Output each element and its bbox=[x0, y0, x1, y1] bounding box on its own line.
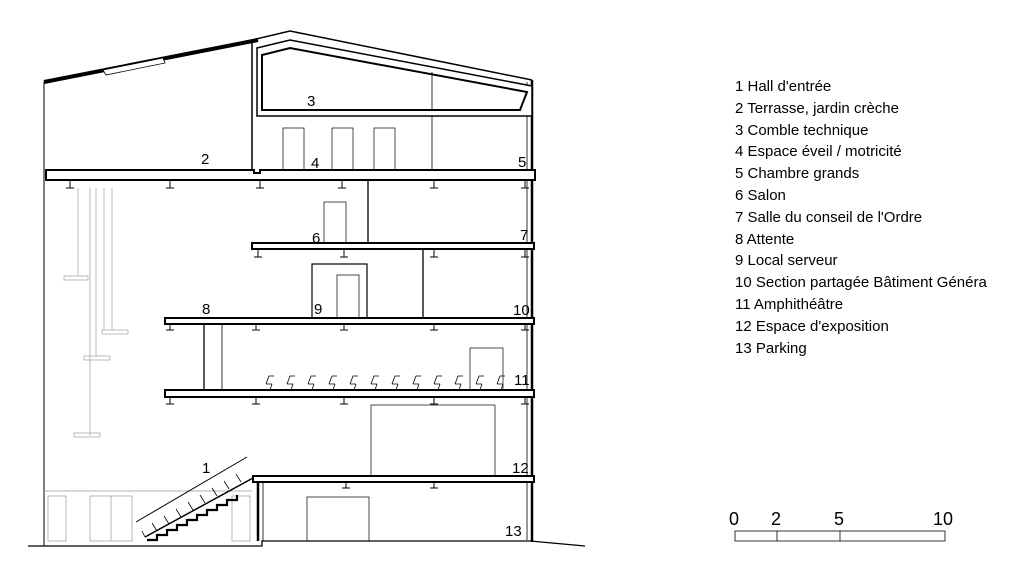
scale-tick-label: 0 bbox=[729, 509, 740, 529]
legend-item: 3 Comble technique bbox=[735, 121, 869, 139]
slab-level-3 bbox=[252, 243, 534, 249]
room-label: 9 bbox=[314, 301, 323, 318]
ground-line bbox=[28, 541, 585, 546]
atrium-pendant-lights bbox=[64, 188, 128, 437]
room-label: 11 bbox=[514, 372, 530, 389]
scale-tick-label: 2 bbox=[771, 509, 782, 529]
ground-floor-glazing bbox=[44, 491, 252, 541]
legend-item: 4 Espace éveil / motricité bbox=[735, 143, 902, 161]
room-label: 8 bbox=[202, 301, 211, 318]
amphitheatre-seats bbox=[266, 376, 505, 390]
room-label: 13 bbox=[505, 523, 522, 540]
room-label: 10 bbox=[513, 302, 530, 319]
slab-level-2 bbox=[165, 318, 534, 324]
room-label: 4 bbox=[311, 155, 320, 172]
scale-tick-label: 5 bbox=[834, 509, 845, 529]
beams bbox=[66, 180, 529, 488]
legend-item: 11 Amphithéâtre bbox=[735, 295, 844, 313]
room-label: 3 bbox=[307, 93, 316, 110]
legend-item: 6 Salon bbox=[735, 186, 786, 204]
legend-item: 5 Chambre grands bbox=[735, 165, 860, 183]
room-label: 2 bbox=[201, 151, 210, 168]
room-label: 5 bbox=[518, 154, 527, 171]
legend-item: 9 Local serveur bbox=[735, 252, 838, 270]
slab-level-4 bbox=[46, 170, 535, 180]
legend-item: 1 Hall d'entrée bbox=[735, 78, 832, 95]
floor-slabs bbox=[46, 170, 535, 482]
legend-item: 8 Attente bbox=[735, 230, 795, 248]
legend-item: 7 Salle du conseil de l'Ordre bbox=[735, 208, 923, 226]
room-label: 7 bbox=[520, 227, 529, 244]
scale-bar bbox=[729, 509, 953, 541]
slab-ground bbox=[253, 476, 534, 482]
entrance-stair bbox=[136, 457, 253, 540]
legend-item: 12 Espace d'exposition bbox=[735, 317, 889, 335]
room-number-labels bbox=[201, 93, 530, 540]
room-label: 6 bbox=[312, 230, 321, 247]
slab-level-1 bbox=[165, 390, 534, 397]
room-label: 12 bbox=[512, 460, 529, 477]
legend-item: 13 Parking bbox=[735, 339, 807, 357]
room-legend bbox=[735, 76, 987, 359]
room-label: 1 bbox=[202, 460, 211, 477]
legend-item: 2 Terrasse, jardin crèche bbox=[735, 99, 899, 117]
scale-tick-label: 10 bbox=[933, 509, 954, 529]
legend-item: 10 Section partagée Bâtiment Généra bbox=[735, 274, 987, 292]
